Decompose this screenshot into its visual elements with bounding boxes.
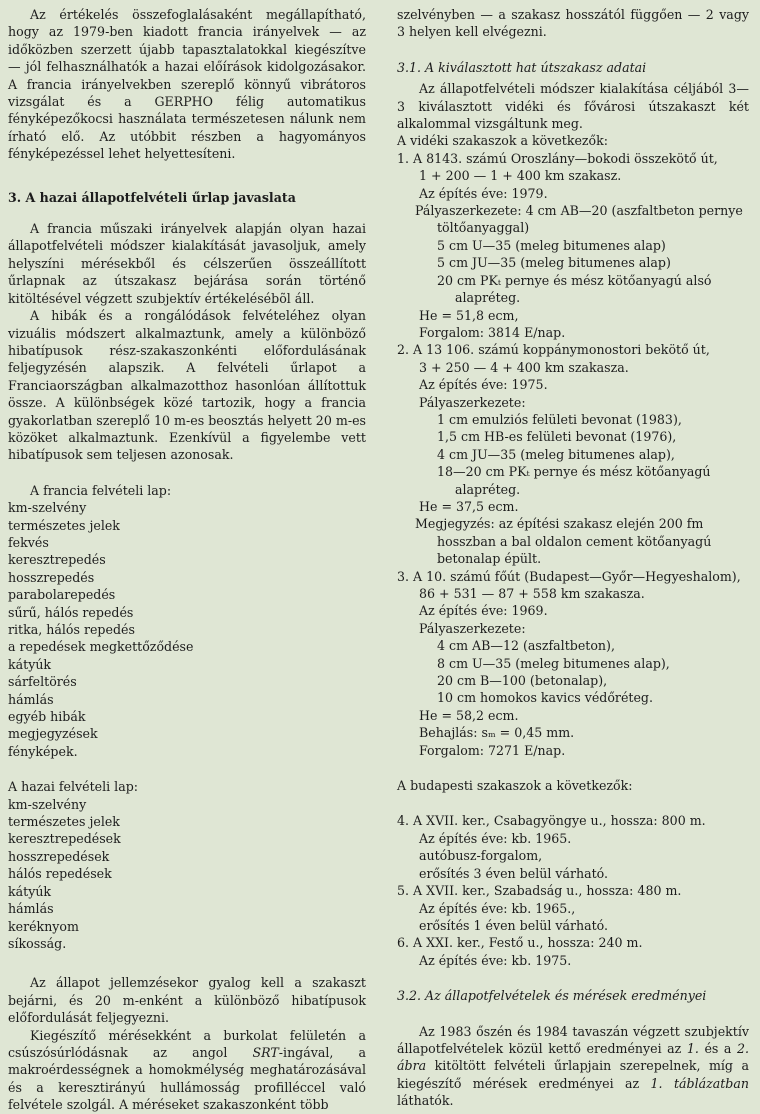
list-item: fekvés [8, 534, 49, 550]
hungarian-sheet-heading: A hazai felvételi lap: [8, 779, 139, 795]
section-3-heading: 3. A hazai állapotfelvételi űrlap javaslata [8, 189, 296, 205]
list-item: természetes jelek [8, 814, 120, 830]
road-title: 5. A XVII. ker., Szabadság u., hossza: 480 m. [397, 883, 682, 899]
road-item-3: 3. A 10. számú főút (Budapest—Győr—Hegyeshalom), 86 + 531 — 87 + 558 km szakasza. Az építés éve: 1969. Pályaszerkezete: 4 cm AB—12 (aszfaltbeton), 8 cm U—35 (meleg bitumenes alap), 20 cm B—100 (betonalap), 10 cm homokos kavics védőréteg. He = 58,2 ecm. Behajlás: sₘ = 0,45 mm. Forgalom: 7271 E/nap. [397, 568, 749, 759]
road-item-6: 6. A XXI. ker., Festő u., hossza: 240 m. Az építés éve: kb. 1975. [397, 934, 749, 969]
list-item: keréknyom [8, 918, 79, 934]
road-title: 6. A XXI. ker., Festő u., hossza: 240 m. [397, 935, 643, 951]
list-item: keresztrepedés [8, 552, 106, 568]
list-item: természetes jelek [8, 517, 120, 533]
paragraph-d: Kiegészítő mérésekként a burkolat felületén a csúszósúrlódásnak az angol SRT-ingával, a makroérdességnek a homokmélység meghatározásával és a keresztirányú hullámosság profilléccel való felvétele szolgál. A méréseket szakaszonként több [8, 1027, 366, 1113]
road-item-2: 2. A 13 106. számú koppánymonostori bekötő út, 3 + 250 — 4 + 400 km szakasza. Az építés éve: 1975. Pályaszerkezete: 1 cm emulziós felületi bevonat (1983), 1,5 cm HB-es felületi bevonat (1976), 4 cm JU—35 (meleg bitumenes alap), 18—20 cm PKₜ pernye és mész kötőanyagú alapréteg. He = 37,5 ecm. Megjegyzés: az építési szakasz elején 200 fm hosszban a bal oldalon cement kötőanyagú betonalap épült. [397, 341, 749, 567]
road-item-4: 4. A XVII. ker., Csabagyöngye u., hossza: 800 m. Az építés éve: kb. 1965. autóbusz-forgalom, erősítés 3 éven belül várható. [397, 812, 749, 882]
list-item: kátyúk [8, 883, 52, 899]
list-item: a repedések megkettőződése [8, 639, 194, 655]
list-item: parabolarepedés [8, 587, 116, 603]
list-item: sárfeltörés [8, 674, 77, 690]
paragraph-b: A hibák és a rongálódások felvételéhez olyan vizuális módszert alkalmaztunk, amely a különböző hibatípusok rész-szakaszonkénti előfordulásának feljegyzésén alapszik. A felvételi űrlapot a Franciaországban alkalmazotthoz hasonlóan állítottuk össze. A különbségek közé tartozik, hogy a francia gyakorlatban szereplő 10 m-es beosztás helyett 20 m-es közöket alkalmaztunk. Ezenkívül a figyelembe vett hibatípusok sem teljesen azonosak. [8, 308, 366, 463]
road-item-5: 5. A XVII. ker., Szabadság u., hossza: 480 m. Az építés éve: kb. 1965., erősítés 1 éven belül várható. [397, 882, 749, 934]
paragraph-a: A francia műszaki irányelvek alapján olyan hazai állapotfelvételi módszer kialakítását javasoljuk, amely helyszíni mérésekből és célszerűen összeállított űrlapnak az útszakasz bejárása során történő kitöltésével végzett szubjektív értékelésébõl áll. [8, 221, 366, 306]
left-column [8, 6, 366, 1114]
section-3-1-heading: 3.1. A kiválasztott hat útszakasz adatai [397, 59, 647, 75]
srt-term: SRT [252, 1044, 279, 1060]
section-3-1-paragraph: Az állapotfelvételi módszer kialakítása céljából 3—3 kiválasztott vidéki és fővárosi útszakaszt két alkalommal vizsgáltunk meg. [397, 81, 749, 132]
list-item: km-szelvény [8, 500, 87, 516]
list-item: sűrű, hálós repedés [8, 604, 134, 620]
section-3-2-heading: 3.2. Az állapotfelvételek és mérések eredményei [397, 988, 707, 1004]
list-item: hosszrepedések [8, 848, 110, 864]
paragraph-c: Az állapot jellemzésekor gyalog kell a szakaszt bejárni, és 20 m-enként a különböző hibatípusok előfordulását feljegyezni. [8, 975, 366, 1026]
road-item-1: 1. A 8143. számú Oroszlány—bokodi összekötő út, 1 + 200 — 1 + 400 km szakasz. Az építés éve: 1979. Pályaszerkezete: 4 cm AB—20 (aszfaltbeton pernye töltőanyaggal) 5 cm U—35 (meleg bitumenes alap) 5 cm JU—35 (meleg bitumenes alap) 20 cm PKₜ pernye és mész kötőanyagú alsó alapréteg. He = 51,8 ecm, Forgalom: 3814 E/nap. [397, 150, 749, 341]
road-title: 1. A 8143. számú Oroszlány—bokodi összekötő út, [397, 150, 718, 166]
list-item: megjegyzések [8, 726, 98, 742]
list-item: km-szelvény [8, 796, 87, 812]
road-title: 3. A 10. számú főút (Budapest—Győr—Hegyeshalom), [397, 568, 741, 584]
list-item: keresztrepedések [8, 831, 121, 847]
list-item: kátyúk [8, 656, 52, 672]
results-paragraph: Az 1983 őszén és 1984 tavaszán végzett szubjektív állapotfelvételek közül kettő eredményei az 1. és a 2. ábra kitöltött felvételi űrlapjain szerepelnek, míg a kiegészítő mérések eredményei az 1. táblázatban láthatók. [397, 1023, 750, 1109]
list-item: hálós repedések [8, 866, 112, 882]
hungarian-sheet-list [8, 796, 366, 953]
list-item: ritka, hálós repedés [8, 622, 135, 637]
list-item: síkosság. [8, 935, 67, 951]
list-item: hámlás [8, 691, 54, 707]
french-sheet-list [8, 499, 366, 760]
list-item: hosszrepedés [8, 569, 95, 585]
budapest-heading: A budapesti szakaszok a következők: [397, 778, 633, 794]
list-item: egyéb hibák [8, 709, 86, 725]
right-column [397, 6, 749, 1110]
french-sheet-heading: A francia felvételi lap: [30, 482, 172, 498]
continuation-paragraph: szelvényben — a szakasz hosszától függően — 2 vagy 3 helyen kell elvégezni. [397, 7, 749, 40]
list-item: fényképek. [8, 743, 78, 759]
road-title: 2. A 13 106. számú koppánymonostori bekötő út, [397, 342, 710, 358]
rural-heading: A vidéki szakaszok a következők: [397, 133, 609, 149]
list-item: hámlás [8, 901, 54, 917]
intro-paragraph: Az értékelés összefoglalásaként megállapítható, hogy az 1979-ben kiadott francia irányelvek — az időközben szerzett újabb tapasztalatokkal kiegészítve — jól felhasználhatók a hazai előírások kidolgozásakor. A francia irányelvekben szereplő könnyű vibrátoros vizsgálat és a GERPHO félig automatikus fényképezőkocsi használata természetesen nálunk nem írható elő. Az utóbbit részben a hagyományos fényképezéssel lehet helyettesíteni. [8, 7, 366, 162]
road-title: 4. A XVII. ker., Csabagyöngye u., hossza: 800 m. [397, 813, 706, 829]
